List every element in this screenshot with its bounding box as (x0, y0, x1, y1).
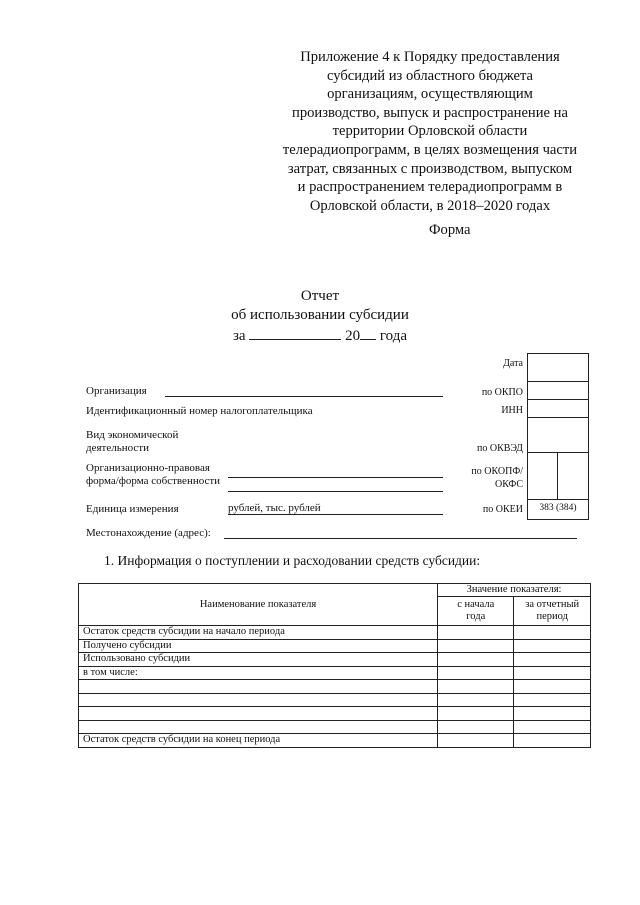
report-title (150, 287, 490, 346)
okopf-label-line: ОКФС (494, 479, 523, 490)
codes-box (527, 353, 589, 520)
date-cell-divider (528, 381, 588, 382)
row-value-year[interactable] (438, 720, 514, 734)
organization-input[interactable] (165, 396, 443, 397)
row-name: Использовано субсидии (79, 653, 438, 667)
unit-value: рублей, тыс. рублей (228, 502, 321, 514)
row-value-year[interactable] (438, 680, 514, 694)
activity-label (86, 429, 178, 455)
row-value-period[interactable] (514, 639, 591, 653)
appendix-line: затрат, связанных с производством, выпуском (287, 160, 573, 177)
inn-cell-divider (528, 417, 588, 418)
okei-value: 383 (384) (539, 503, 577, 513)
row-value-year[interactable] (438, 666, 514, 680)
section-1-heading: 1. Информация о поступлении и расходовании средств субсидии: (104, 553, 481, 568)
appendix-line: и распространением телерадиопрограмм в (297, 179, 563, 196)
row-value-year[interactable] (438, 693, 514, 707)
okpo-label: по ОКПО (481, 387, 523, 398)
row-name[interactable] (79, 707, 438, 721)
row-name[interactable] (79, 693, 438, 707)
title-line2: об использовании субсидии (231, 307, 409, 323)
row-name: Получено субсидии (79, 639, 438, 653)
title-year-prefix: 20 (345, 328, 361, 344)
row-value-period[interactable] (514, 653, 591, 667)
unit-label: Единица измерения (86, 503, 179, 515)
year-input[interactable] (360, 325, 376, 340)
legal-form-label-line: Организационно-правовая (86, 462, 210, 474)
row-value-year[interactable] (438, 653, 514, 667)
row-value-period[interactable] (514, 707, 591, 721)
appendix-line: Приложение 4 к Порядку предоставления (300, 49, 560, 65)
legal-form-label (86, 462, 220, 488)
okei-label: по ОКЕИ (482, 504, 523, 515)
organization-label: Организация (86, 385, 147, 397)
okved-cell-divider (528, 452, 588, 453)
appendix-line: территории Орловской области (332, 123, 528, 140)
header-start-of-year (438, 597, 514, 626)
legal-form-input-2[interactable] (228, 491, 443, 492)
table-row (79, 653, 591, 667)
date-label: Дата (503, 358, 523, 369)
address-input[interactable] (224, 538, 577, 539)
appendix-line: производство, выпуск и распространение на (292, 104, 568, 121)
row-value-year[interactable] (438, 707, 514, 721)
header-period-line: за отчетный (525, 599, 580, 610)
table-row (79, 734, 591, 748)
row-value-year[interactable] (438, 639, 514, 653)
appendix-line: субсидий из областного бюджета (326, 67, 534, 84)
header-start-line: года (466, 611, 486, 622)
table-row (79, 639, 591, 653)
info-table (78, 583, 591, 748)
header-reporting-period (514, 597, 591, 626)
okpo-cell-divider (528, 399, 588, 400)
title-za: за (233, 328, 246, 344)
row-name: Остаток средств субсидии на начало периода (79, 626, 438, 640)
title-line1: Отчет (300, 288, 340, 304)
row-value-period[interactable] (514, 720, 591, 734)
activity-label-line: деятельности (86, 442, 149, 454)
unit-field[interactable] (228, 502, 443, 515)
legal-form-label-line: форма/форма собственности (86, 475, 221, 487)
table-header-row (79, 584, 591, 597)
header-period-line: период (536, 611, 568, 622)
okopf-label (443, 465, 523, 491)
address-label: Местонахождение (адрес): (86, 527, 211, 539)
appendix-line: организациям, осуществляющим (327, 86, 533, 103)
row-value-period[interactable] (514, 666, 591, 680)
title-goda: года (379, 328, 407, 344)
table-row (79, 693, 591, 707)
appendix-line: Орловской области, в 2018–2020 годах (309, 197, 551, 214)
header-name: Наименование показателя (79, 584, 438, 626)
title-line3 (150, 325, 490, 346)
okopf-okfs-split (557, 453, 558, 499)
okopf-label-line: по ОКОПФ/ (471, 466, 523, 477)
row-value-period[interactable] (514, 680, 591, 694)
row-name[interactable] (79, 680, 438, 694)
table-row (79, 707, 591, 721)
row-value-year[interactable] (438, 626, 514, 640)
row-value-period[interactable] (514, 626, 591, 640)
inn-label: Идентификационный номер налогоплательщика (86, 405, 313, 417)
header-value: Значение показателя: (438, 584, 591, 597)
row-value-period[interactable] (514, 734, 591, 748)
table-row (79, 626, 591, 640)
okved-label: по ОКВЭД (477, 443, 523, 454)
activity-label-line: Вид экономической (86, 429, 179, 441)
row-name[interactable] (79, 720, 438, 734)
row-value-year[interactable] (438, 734, 514, 748)
header-start-line: с начала (457, 599, 495, 610)
row-name: Остаток средств субсидии на конец периода (79, 734, 438, 748)
table-row (79, 666, 591, 680)
inn-code-label: ИНН (501, 405, 523, 416)
period-input[interactable] (249, 325, 341, 340)
row-value-period[interactable] (514, 693, 591, 707)
appendix-line: телерадиопрограмм, в целях возмещения части (282, 141, 578, 158)
table-row (79, 720, 591, 734)
form-label: Форма (429, 222, 471, 238)
okopf-cell-divider (528, 499, 588, 500)
legal-form-input[interactable] (228, 477, 443, 478)
appendix-heading (270, 48, 590, 215)
row-name: в том числе: (79, 666, 438, 680)
table-row (79, 680, 591, 694)
